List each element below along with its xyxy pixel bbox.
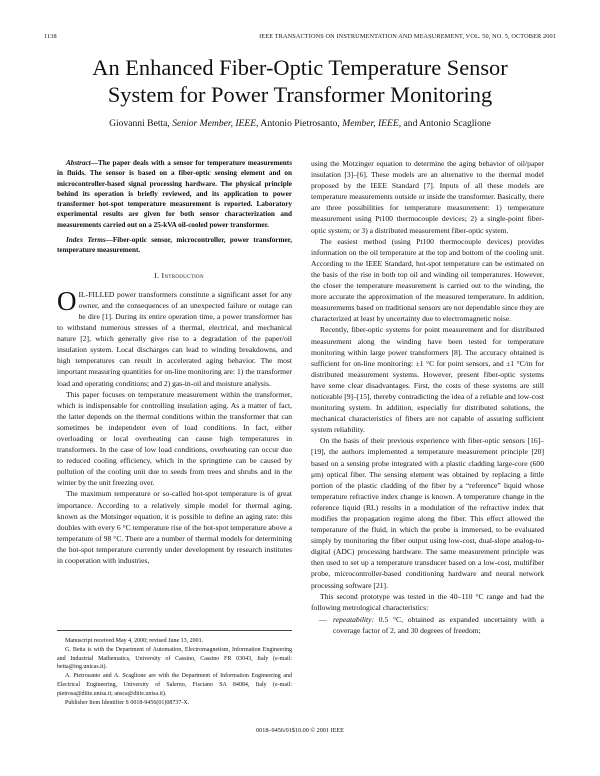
body-paragraph-3: Recently, fiber-optic systems for point measurement and for distributed measurement along the winding have been tested for temperature monitoring within large power transformers [8]. The accuracy obtained is sufficient for on-line monitoring: ±1 °C for point sensors, and ±1 °C/m for distributed measurement systems. However, present fiber-optic systems have some clear disadvantages. First, the costs of these systems are still noticeable [9]–[15], thereby contradicting the idea of a reliable and low-cost monitoring system. In addition, especially for distributed solutions, the mechanical characteristics of fibers are not capable of assuring sufficient system reliability. (311, 325, 544, 435)
section-title: Introduction (161, 270, 204, 280)
author-1: Giovanni Betta, (109, 118, 170, 129)
intro-paragraph-2: This paper focuses on temperature measurement within the transformer, which is indispensable for controlling insulation aging. As a matter of fact, the latter depends on the thermal conditions within the transformer that can sometimes be independent even of load conditions. In fact, either overloading or local overheating can cause high temperatures in transformers. In the case of low load conditions, overheating can occur due to reduced cooling efficiency, which in the springtime can be caused by pollution of the cooling unit due to seeds from trees and shrubs and in the winter by the unit freezing over. (57, 389, 292, 488)
body-paragraph-2: The easiest method (using Pt100 thermocouple devices) provides information on the oil temperature at the top and bottom of the cooling unit. According to the IEEE Standard, hot-spot temperature can be estimated on the basis of the rise in both top oil and winding oil temperatures. However, the closer the temperature measurement is carried out to the winding, the more accurate the approximation of the measured temperature. In addition, measurements based on traditional sensors are not dependable since they are characterized at least by uncertainty due to electromagnetic noise. (311, 236, 544, 324)
title-line-1: An Enhanced Fiber-Optic Temperature Sensor (92, 55, 508, 80)
paper-title (0, 54, 600, 108)
left-column (57, 158, 292, 566)
author-3: and Antonio Scaglione (403, 118, 491, 129)
abstract (57, 158, 292, 230)
footnote-pietrosanto: A. Pietrosanto and A. Scaglione are with the Department of Information Engineering and Electrical Engineering, University of Salerno, Fisciano SA 84084, Italy (e-mail: pietrosa@diiie.unisa.it; ansca@diiie.unisa.it). (57, 673, 292, 697)
body-paragraph-1: using the Motzinger equation to determine the aging behavior of oil/paper insulation [3]–[6]. These models are an alternative to the thermal model proposed by the IEEE Standard [7]. Inputs of all these models are temperature measurements outside or inside the transformer. Basically, there are three possibilities for temperature measurement: 1) temperature measurement using Pt100 thermocouple devices; 2) a single-point fiber-optic system; or 3) a distributed measurement fiber-optic system. (311, 159, 544, 235)
body-paragraph-5: This second prototype was tested in the 40–110 °C range and had the following metrological characteristics: (311, 591, 544, 612)
abstract-text: The paper deals with a sensor for temperature measurements in fluids. The sensor is based on a fiber-optic sensing element and on microcontroller-based signal processing hardware. The physical principle behind its operation is briefly reviewed, and its application to power transformer hot-spot temperature measurement is reported. Laboratory experimental results are given for both sensor characterization and measurements carried out on a 25-kVA oil-cooled power transformer. (57, 159, 292, 229)
author-line (0, 118, 600, 129)
body-paragraph-4: On the basis of their previous experience with fiber-optic sensors [16]–[19], the authors implemented a temperature measurement principle [20] based on a sensing probe integrated with a plastic cladding large-core (600 μm) optical fiber. The sensing element was obtained by replacing a little portion of the plastic cladding of the fiber by a “reference” liquid whose temperature refractive index change is known. A temperature change in the reference liquid (RL) results in a modulation of the refractive index that modifies the propagation regime along the fiber. This effect allowed the temperature of the fluid, in which the probe is immersed, to be evaluated simply by monitoring the fiber output using low-cost, dual-slope analog-to-digital (ADC) processing hardware. The same measurement principle was then used to set up a temperature transducer based on a low-cost, multifiber probe, microcontroller-based conditioning hardware and neural network processing software [21]. (311, 436, 544, 590)
drop-cap: O (57, 285, 77, 316)
footnotes (57, 630, 292, 707)
right-column (311, 158, 544, 636)
intro-paragraph-3: The maximum temperature or so-called hot-spot temperature is of great importance. According to a relatively simple model for thermal aging, known as the Motsinger equation, it is possible to define an aging rate: this doubles with every 6 °C temperature rise of the hot-spot temperature above a temperature of 98 °C. There are a number of thermal models for determining the hot-spot temperature currently under development by research institutes in cooperation with industries, (57, 489, 292, 566)
footnote-publisher-id: Publisher Item Identifier S 0018-9456(01)08737-X. (65, 699, 190, 706)
section-heading (57, 270, 292, 281)
running-header (44, 33, 556, 43)
intro-caps: IL-FILLED (78, 289, 115, 299)
footnote-betta: G. Betta is with the Department of Automation, Electromagnetism, Information Engineering and Industrial Mathematics, University of Cassino, Cassino FR 03043, Italy (e-mail: betta@ing.unicas.it). (57, 646, 292, 671)
intro-paragraph-1 (57, 285, 292, 389)
abstract-label: Abstract— (66, 159, 98, 167)
journal-header: IEEE TRANSACTIONS ON INSTRUMENTATION AND MEASUREMENT, VOL. 50, NO. 5, OCTOBER 2001 (259, 33, 556, 40)
intro-text-1: power transformers constitute a significant asset for any owner, and the consequences of an unexpected failure or outage can be dire [1]. During its entire operation time, a power transformer has to withstand numerous stresses of a thermal, electrical, and mechanical nature [2], which generally give rise to a degradation of the paper/oil insulation system. Local discharges can lead to winding breakdowns, and high temperatures can result in accelerated aging behavior. The most important measuring quantities for on-line monitoring are: 1) the transformer load and operating conditions; and 2) gas-in-oil and moisture analysis. (57, 289, 292, 388)
author-1-role: Senior Member, IEEE, (172, 118, 259, 129)
index-terms-label: Index Terms— (66, 236, 113, 245)
author-2: Antonio Pietrosanto, (260, 118, 340, 129)
index-terms (57, 235, 292, 256)
list-item (311, 614, 544, 636)
author-2-role: Member, IEEE, (342, 118, 402, 129)
list-dash: — (319, 614, 327, 624)
title-line-2: System for Power Transformer Monitoring (107, 82, 493, 107)
index-terms-text: Fiber-optic sensor, microcontroller, power transformer, temperature measurement. (57, 236, 293, 255)
section-number: I. (154, 270, 160, 280)
footnote-received: Manuscript received May 4, 2000; revised June 13, 2001. (65, 638, 204, 644)
page-number: 1138 (44, 33, 57, 40)
footnote-rule (57, 630, 292, 631)
list-item-text: 0.5 °C, obtained as expanded uncertainty with a coverage factor of 2, and 30 degrees of freedom; (333, 614, 544, 635)
list-item-label: repeatability: (333, 614, 375, 624)
copyright-footer: 0018–9456/01$10.00 © 2001 IEEE (256, 727, 344, 734)
